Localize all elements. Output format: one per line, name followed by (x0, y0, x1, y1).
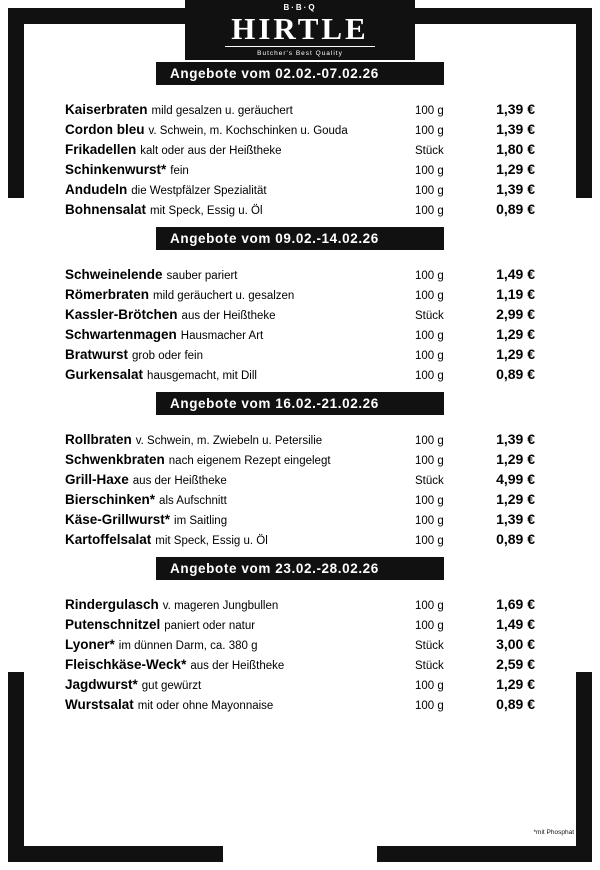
table-row (65, 469, 535, 489)
item-name-text: Bratwurst (65, 347, 129, 362)
item-name (65, 264, 415, 284)
item-unit: 100 g (415, 330, 444, 342)
item-price: 3,00 € (496, 636, 535, 652)
item-name-text: Gurkensalat (65, 367, 144, 382)
item-name (65, 469, 415, 489)
item-unit: 100 g (415, 620, 444, 632)
item-desc: mild geräuchert u. gesalzen (153, 290, 295, 302)
item-name-text: Grill-Haxe (65, 472, 129, 487)
offer-section (0, 227, 600, 384)
item-price: 1,49 € (496, 266, 535, 282)
footnote: *mit Phosphat (533, 829, 574, 836)
item-desc: aus der Heißtheke (132, 475, 227, 487)
item-price: 1,39 € (496, 511, 535, 527)
item-unit: 100 g (415, 125, 444, 137)
item-price: 0,89 € (496, 201, 535, 217)
section-header: Angebote vom 09.02.-14.02.26 (156, 227, 444, 250)
item-name-text: Kartoffelsalat (65, 532, 152, 547)
offer-table (65, 429, 535, 549)
item-name-text: Lyoner* (65, 637, 115, 652)
item-desc: aus der Heißtheke (190, 660, 285, 672)
item-name (65, 139, 415, 159)
item-name-text: Kassler-Brötchen (65, 307, 178, 322)
item-name-text: Kaiserbraten (65, 102, 148, 117)
offer-section (0, 392, 600, 549)
item-desc: v. Schwein, m. Kochschinken u. Gouda (148, 125, 348, 137)
offers-content (0, 62, 600, 722)
item-name (65, 594, 415, 614)
item-price: 2,59 € (496, 656, 535, 672)
item-name-text: Putenschnitzel (65, 617, 161, 632)
table-row (65, 694, 535, 714)
item-name (65, 509, 415, 529)
table-row (65, 199, 535, 219)
item-name-text: Schinkenwurst* (65, 162, 167, 177)
item-desc: kalt oder aus der Heißtheke (140, 145, 282, 157)
item-unit: 100 g (415, 165, 444, 177)
item-name-text: Käse-Grillwurst* (65, 512, 171, 527)
item-desc: die Westpfälzer Spezialität (131, 185, 267, 197)
item-name-text: Fleischkäse-Weck* (65, 657, 187, 672)
item-desc: im dünnen Darm, ca. 380 g (118, 640, 258, 652)
item-unit: 100 g (415, 700, 444, 712)
item-unit: 100 g (415, 105, 444, 117)
item-name (65, 489, 415, 509)
table-row (65, 429, 535, 449)
offer-table (65, 99, 535, 219)
item-unit: 100 g (415, 205, 444, 217)
item-name (65, 654, 415, 674)
item-price: 1,69 € (496, 596, 535, 612)
item-name-text: Schwartenmagen (65, 327, 177, 342)
item-name-text: Bierschinken* (65, 492, 156, 507)
item-price: 1,80 € (496, 141, 535, 157)
item-name (65, 119, 415, 139)
item-price: 1,39 € (496, 121, 535, 137)
table-row (65, 344, 535, 364)
item-desc: mild gesalzen u. geräuchert (151, 105, 293, 117)
section-header: Angebote vom 02.02.-07.02.26 (156, 62, 444, 85)
table-row (65, 634, 535, 654)
table-row (65, 614, 535, 634)
item-name-text: Bohnensalat (65, 202, 147, 217)
item-name (65, 529, 415, 549)
logo-name-text: HIRTLE (231, 11, 369, 46)
frame-corner-bottom-right-horizontal (377, 846, 592, 862)
item-name (65, 179, 415, 199)
table-row (65, 594, 535, 614)
table-row (65, 509, 535, 529)
table-row (65, 99, 535, 119)
item-desc: als Aufschnitt (159, 495, 227, 507)
table-row (65, 449, 535, 469)
item-unit: 100 g (415, 455, 444, 467)
item-desc: gut gewürzt (141, 680, 202, 692)
item-name-text: Rollbraten (65, 432, 132, 447)
item-name-text: Rindergulasch (65, 597, 159, 612)
item-name (65, 694, 415, 714)
item-unit: 100 g (415, 435, 444, 447)
item-price: 1,39 € (496, 101, 535, 117)
item-name-text: Jagdwurst* (65, 677, 138, 692)
item-price: 1,29 € (496, 451, 535, 467)
item-name (65, 449, 415, 469)
logo-tagline: Butcher's Best Quality (257, 50, 343, 57)
item-price: 1,29 € (496, 491, 535, 507)
item-desc: hausgemacht, mit Dill (147, 370, 257, 382)
item-price: 1,39 € (496, 431, 535, 447)
item-price: 2,99 € (496, 306, 535, 322)
item-name-text: Schwenkbraten (65, 452, 165, 467)
item-desc: v. mageren Jungbullen (162, 600, 279, 612)
item-name (65, 344, 415, 364)
offer-table (65, 594, 535, 714)
offer-table (65, 264, 535, 384)
table-row (65, 139, 535, 159)
item-unit: Stück (415, 660, 444, 672)
item-desc: aus der Heißtheke (181, 310, 276, 322)
item-desc: mit Speck, Essig u. Öl (155, 535, 268, 547)
item-desc: v. Schwein, m. Zwiebeln u. Petersilie (135, 435, 323, 447)
item-price: 0,89 € (496, 531, 535, 547)
item-unit: 100 g (415, 350, 444, 362)
item-name (65, 304, 415, 324)
offer-section (0, 62, 600, 219)
item-price: 1,29 € (496, 346, 535, 362)
item-price: 4,99 € (496, 471, 535, 487)
item-desc: nach eigenem Rezept eingelegt (168, 455, 331, 467)
item-name-text: Römerbraten (65, 287, 150, 302)
item-desc: grob oder fein (132, 350, 203, 362)
item-unit: 100 g (415, 680, 444, 692)
table-row (65, 654, 535, 674)
item-price: 1,29 € (496, 326, 535, 342)
item-name (65, 634, 415, 654)
item-desc: Hausmacher Art (180, 330, 264, 342)
item-name (65, 614, 415, 634)
item-unit: 100 g (415, 290, 444, 302)
item-name (65, 364, 415, 384)
logo-bbq-text: B·B·Q (283, 3, 317, 12)
item-unit: Stück (415, 310, 444, 322)
item-name (65, 324, 415, 344)
item-price: 1,29 € (496, 161, 535, 177)
item-name-text: Andudeln (65, 182, 128, 197)
item-desc: mit oder ohne Mayonnaise (137, 700, 274, 712)
frame-corner-bottom-left-horizontal (8, 846, 223, 862)
table-row (65, 179, 535, 199)
item-name (65, 159, 415, 179)
item-desc: im Saitling (174, 515, 228, 527)
item-unit: 100 g (415, 515, 444, 527)
table-row (65, 159, 535, 179)
table-row (65, 489, 535, 509)
table-row (65, 324, 535, 344)
item-desc: paniert oder natur (164, 620, 256, 632)
item-name (65, 674, 415, 694)
item-unit: 100 g (415, 370, 444, 382)
item-name (65, 99, 415, 119)
item-name (65, 284, 415, 304)
section-header: Angebote vom 23.02.-28.02.26 (156, 557, 444, 580)
item-unit: Stück (415, 145, 444, 157)
section-header: Angebote vom 16.02.-21.02.26 (156, 392, 444, 415)
table-row (65, 284, 535, 304)
item-unit: Stück (415, 475, 444, 487)
item-name-text: Wurstsalat (65, 697, 134, 712)
item-unit: 100 g (415, 535, 444, 547)
item-name (65, 429, 415, 449)
item-name-text: Schweinelende (65, 267, 163, 282)
item-name-text: Frikadellen (65, 142, 137, 157)
brand-logo (185, 0, 415, 60)
item-price: 1,39 € (496, 181, 535, 197)
item-unit: 100 g (415, 495, 444, 507)
item-unit: 100 g (415, 270, 444, 282)
table-row (65, 364, 535, 384)
item-unit: Stück (415, 640, 444, 652)
logo-divider (225, 46, 375, 47)
table-row (65, 529, 535, 549)
item-price: 1,29 € (496, 676, 535, 692)
item-unit: 100 g (415, 600, 444, 612)
item-desc: mit Speck, Essig u. Öl (150, 205, 263, 217)
table-row (65, 119, 535, 139)
item-price: 0,89 € (496, 696, 535, 712)
item-desc: fein (170, 165, 189, 177)
table-row (65, 304, 535, 324)
offer-section (0, 557, 600, 714)
table-row (65, 674, 535, 694)
item-name-text: Cordon bleu (65, 122, 145, 137)
item-price: 1,49 € (496, 616, 535, 632)
item-price: 0,89 € (496, 366, 535, 382)
item-name (65, 199, 415, 219)
item-desc: sauber pariert (166, 270, 238, 282)
item-price: 1,19 € (496, 286, 535, 302)
item-unit: 100 g (415, 185, 444, 197)
table-row (65, 264, 535, 284)
